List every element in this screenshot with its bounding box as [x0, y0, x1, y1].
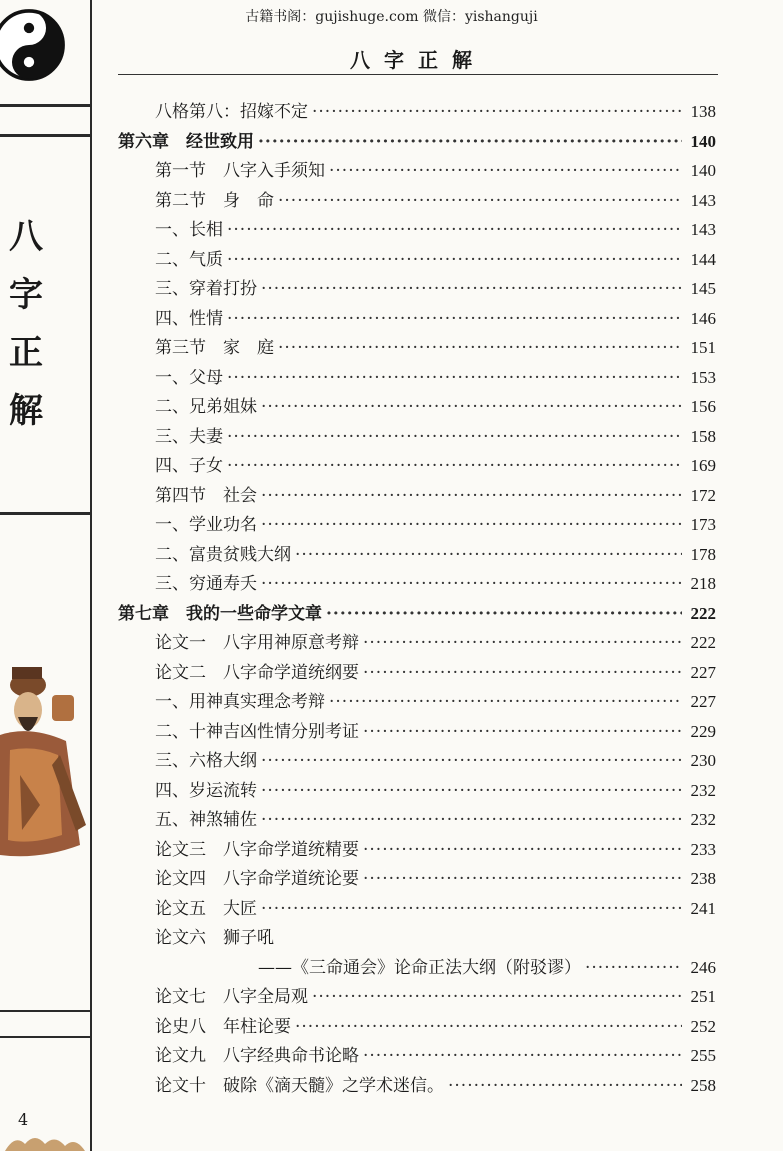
toc-page-number: 230 — [690, 751, 716, 770]
toc-entry-row — [155, 277, 716, 301]
toc-page-number: 158 — [690, 426, 716, 446]
toc-entry-title: 论文十 破除《滴天髓》之学术迷信。 — [155, 1075, 444, 1096]
toc-entry-row — [155, 838, 716, 862]
toc-entry-title: 三、夫妻 — [155, 426, 223, 447]
toc-entry-title: 论文六 狮子吼 — [155, 928, 274, 948]
toc-entry-row — [155, 159, 716, 183]
toc-leader-dots — [312, 100, 682, 124]
toc-entry-title: 第一节 八字入手须知 — [155, 161, 325, 181]
toc-leader-dots — [326, 602, 682, 626]
toc-page-number: 258 — [690, 1075, 716, 1095]
toc-leader-dots — [261, 484, 682, 508]
toc-entry-row — [155, 454, 716, 478]
toc-entry-row — [155, 897, 716, 921]
toc-page-number: 238 — [690, 869, 716, 888]
toc-entry-row — [155, 1015, 716, 1039]
yin-yang-icon — [0, 8, 66, 82]
toc-entry-title: 一、用神真实理念考辩 — [155, 692, 325, 712]
toc-page-number: 222 — [690, 603, 716, 623]
toc-entry-row — [155, 926, 716, 950]
toc-entry-row — [155, 808, 716, 832]
toc-entry-title: 四、性情 — [155, 308, 223, 329]
toc-leader-dots — [363, 720, 682, 744]
sidebar-divider — [0, 1036, 90, 1038]
toc-entry-title: 第二节 身 命 — [155, 190, 274, 211]
toc-page-number: 241 — [690, 898, 716, 918]
toc-entry-row — [155, 661, 716, 685]
toc-entry-title: 第四节 社会 — [155, 485, 257, 506]
toc-page-number: 233 — [690, 839, 716, 859]
toc-leader-dots — [363, 1044, 682, 1068]
toc-leader-dots — [278, 189, 682, 213]
sidebar-vertical-title: 八 字 正 解 — [9, 217, 43, 431]
toc-entry-title: 第七章 我的一些命学文章 — [118, 603, 322, 624]
toc-entry-title: 论文五 大匠 — [155, 898, 257, 919]
toc-entry-title: 二、气质 — [155, 249, 223, 270]
toc-leader-dots — [261, 277, 682, 301]
toc-page-number: 222 — [690, 633, 716, 652]
toc-leader-dots — [363, 631, 682, 655]
toc-leader-dots — [329, 159, 682, 183]
toc-page-number: 169 — [690, 456, 716, 475]
toc-entry-row — [155, 218, 716, 242]
toc-entry-title: 二、兄弟姐妹 — [155, 397, 257, 417]
toc-page-number: 172 — [690, 485, 716, 505]
toc-leader-dots — [261, 513, 682, 537]
toc-page-number: 246 — [690, 957, 716, 977]
toc-leader-dots — [227, 248, 682, 272]
toc-entry-row — [155, 572, 716, 596]
toc-entry-title: 论史八 年柱论要 — [155, 1016, 291, 1037]
toc-entry-title: 第六章 经世致用 — [118, 131, 254, 152]
toc-page-number: 229 — [690, 721, 716, 741]
toc-leader-dots — [261, 572, 682, 596]
toc-page-number: 251 — [690, 987, 716, 1006]
toc-leader-dots — [312, 985, 682, 1009]
toc-page-number: 227 — [690, 692, 716, 711]
toc-entry-title: 四、岁运流转 — [155, 780, 257, 801]
toc-page-number: 140 — [690, 131, 716, 151]
sidebar-border — [90, 0, 92, 1151]
watermark-text: 古籍书阁：gujishuge.com 微信：yishanguji — [245, 9, 538, 25]
toc-entry-row — [155, 690, 716, 714]
toc-page-number: 140 — [690, 161, 716, 180]
toc-leader-dots — [261, 779, 682, 803]
toc-entry-title: 三、穿着打扮 — [155, 279, 257, 299]
toc-entry-title: 论文二 八字命学道统纲要 — [155, 662, 359, 683]
left-sidebar — [0, 0, 92, 1151]
toc-entry-row — [155, 749, 716, 773]
page-number: 4 — [18, 1110, 29, 1129]
toc-leader-dots — [227, 307, 682, 331]
toc-entry-row — [155, 100, 716, 124]
toc-entry-title: 论文一 八字用神原意考辩 — [155, 633, 359, 653]
toc-entry-row — [155, 248, 716, 272]
toc-leader-dots — [363, 661, 682, 685]
toc-page-number: 255 — [690, 1046, 716, 1065]
toc-page-number: 218 — [690, 574, 716, 593]
toc-entry-row — [155, 720, 716, 744]
toc-leader-dots — [227, 218, 682, 242]
toc-leader-dots — [261, 395, 682, 419]
toc-entry-title: 三、六格大纲 — [155, 751, 257, 771]
toc-leader-dots — [278, 336, 682, 360]
toc-entry-row — [155, 484, 716, 508]
toc-leader-dots — [295, 543, 682, 567]
header-rule — [118, 74, 718, 75]
toc-entry-row — [155, 1074, 716, 1098]
toc-entry-title: 五、神煞辅佐 — [155, 810, 257, 830]
toc-entry-row — [155, 513, 716, 537]
toc-page-number: 143 — [690, 220, 716, 239]
toc-leader-dots — [227, 454, 682, 478]
toc-leader-dots — [261, 897, 682, 921]
toc-page-number: 146 — [690, 308, 716, 328]
toc-entry-title: 三、穷通寿夭 — [155, 574, 257, 594]
toc-leader-dots — [448, 1074, 682, 1098]
toc-entry-row — [155, 543, 716, 567]
toc-leader-dots — [363, 838, 682, 862]
toc-leader-dots — [295, 1015, 682, 1039]
toc-entry-row — [155, 189, 716, 213]
toc-page-number: 138 — [690, 102, 716, 121]
toc-entry-row — [155, 336, 716, 360]
toc-entry-row — [155, 395, 716, 419]
sidebar-divider — [0, 134, 90, 137]
toc-page-number: 144 — [690, 249, 716, 269]
toc-entry-title: 论文三 八字命学道统精要 — [155, 839, 359, 860]
toc-page-number: 173 — [690, 515, 716, 534]
toc-leader-dots — [363, 867, 682, 891]
toc-chapter-row — [118, 602, 716, 626]
toc-leader-dots — [227, 425, 682, 449]
toc-entry-title: 一、长相 — [155, 220, 223, 240]
toc-entry-title: 四、子女 — [155, 456, 223, 476]
toc-entry-title: 八格第八：招嫁不定 — [155, 102, 308, 122]
sidebar-divider — [0, 1010, 90, 1012]
toc-page-number: 156 — [690, 397, 716, 416]
toc-page-number: 232 — [690, 810, 716, 829]
toc-entry-title: 一、学业功名 — [155, 515, 257, 535]
toc-entry-row — [155, 779, 716, 803]
toc-leader-dots — [585, 956, 682, 980]
toc-chapter-row — [118, 130, 716, 154]
toc-leader-dots — [227, 366, 682, 390]
toc-page-number: 145 — [690, 279, 716, 298]
toc-leader-dots — [261, 808, 682, 832]
page-header-title: 八字正解 — [350, 48, 486, 72]
sidebar-divider — [0, 512, 90, 515]
toc-entry-row — [155, 366, 716, 390]
toc-entry-title: 二、富贵贫贱大纲 — [155, 544, 291, 565]
toc-entry-title: 论文九 八字经典命书论略 — [155, 1046, 359, 1066]
toc-page-number: 153 — [690, 367, 716, 387]
deity-figure-illustration — [0, 655, 88, 870]
toc-entry-title: 论文四 八字命学道统论要 — [155, 869, 359, 889]
toc-entry-row — [155, 307, 716, 331]
toc-entry-title: 二、十神吉凶性情分别考证 — [155, 721, 359, 742]
footer-ornament — [0, 1130, 90, 1151]
toc-page-number: 252 — [690, 1016, 716, 1036]
toc-leader-dots — [258, 130, 682, 154]
toc-entry-row — [155, 867, 716, 891]
toc-leader-dots — [329, 690, 682, 714]
toc-page-number: 227 — [690, 662, 716, 682]
sidebar-divider — [0, 104, 90, 107]
toc-entry-title: 论文七 八字全局观 — [155, 987, 308, 1007]
toc-entry-title: 第三节 家 庭 — [155, 338, 274, 358]
toc-entry-row — [155, 1044, 716, 1068]
toc-page-number: 151 — [690, 338, 716, 357]
toc-entry-row — [258, 956, 716, 980]
toc-entry-row — [155, 631, 716, 655]
toc-entry-row — [155, 985, 716, 1009]
toc-entry-title: 一、父母 — [155, 367, 223, 388]
toc-entry-row — [155, 425, 716, 449]
toc-page-number: 232 — [690, 780, 716, 800]
toc-page-number: 143 — [690, 190, 716, 210]
toc-leader-dots — [261, 749, 682, 773]
toc-page-number: 178 — [690, 544, 716, 564]
toc-entry-title: ——《三命通会》论命正法大纲（附驳谬） — [258, 957, 581, 978]
